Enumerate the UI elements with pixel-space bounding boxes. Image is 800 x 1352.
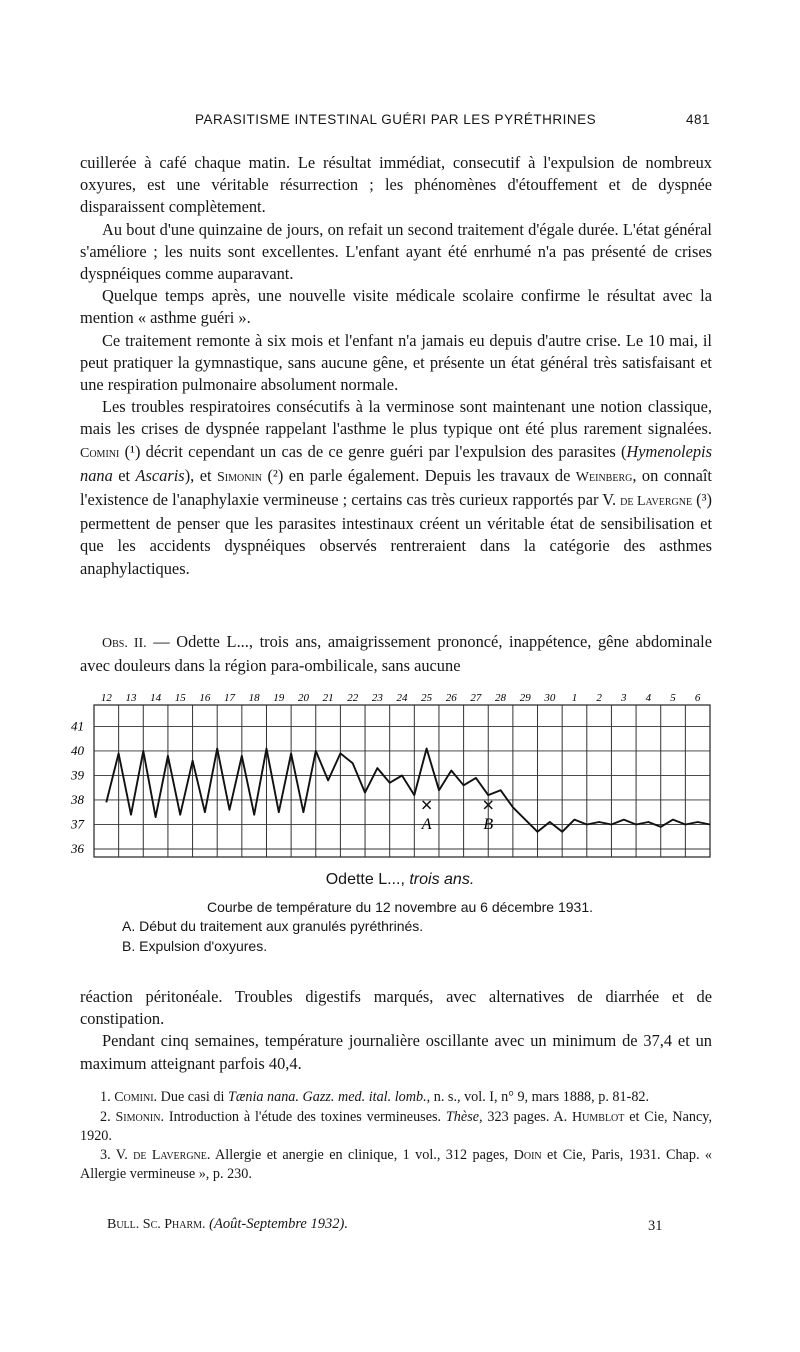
footnote-2 [80,1108,712,1146]
x-tick-label: 23 [371,692,383,704]
marker-label: B [483,815,494,833]
taxon-name: Hymenolepis nana [80,441,712,485]
footnote-1 [80,1088,712,1108]
x-tick-label: 28 [495,692,507,704]
x-tick-label: 2 [596,692,602,704]
publisher-name: Humblot [572,1109,625,1125]
figure-caption-title [0,871,800,889]
text-span: . Introduction à l'étude des toxines vermineuses. [160,1108,446,1125]
temperature-series-line [106,749,710,832]
x-tick-label: 5 [670,692,676,704]
patient-age: trois ans. [409,871,475,888]
x-tick-label: 13 [125,692,137,704]
x-tick-label: 17 [224,692,236,704]
text-span: (¹) décrit cependant un cas de ce genre guéri par l'expulsion des parasites ( [119,441,627,461]
author-name: Simonin [115,1109,161,1125]
body-text-bottom [80,986,712,1075]
x-tick-label: 22 [347,692,359,704]
x-tick-label: 20 [297,692,309,704]
author-name: de Lavergne [133,1147,207,1163]
legend-b: B. Expulsion d'oxyures. [122,938,268,954]
temperature-chart [71,683,714,863]
marker-label: A [421,815,432,833]
author-name: Comini [114,1090,154,1105]
x-tick-label: 24 [396,692,408,704]
x-tick-label: 21 [322,692,334,704]
text-span: Les troubles respiratoires consécutifs à la verminose sont maintenant une notion classique, mais les crises de dyspnée rappelant l'asthme le plus typique ont été plus rarement signalées. [80,397,712,439]
author-name: de Lavergne [620,494,693,510]
note-number: 1. [100,1089,115,1105]
y-tick-label: 41 [71,718,84,734]
taxon-name: Ascaris [135,465,185,485]
footnote-3 [80,1146,712,1184]
x-tick-label: 27 [470,692,482,704]
y-tick-label: 38 [71,791,84,807]
note-number: 2. [100,1108,116,1125]
author-name: Comini [80,445,120,461]
x-tick-label: 30 [544,692,556,704]
marker-cross [423,801,431,809]
x-tick-label: 4 [645,692,652,704]
paragraph: Pendant cinq semaines, température journalière oscillante avec un minimum de 37,4 et un maximum atteignant parfois 40,4. [80,1031,712,1073]
text-span: . Due casi di [153,1089,228,1105]
text-span: et Cie, Nancy, 1920. [80,1108,713,1145]
observation-paragraph [80,631,712,677]
paragraph: Ce traitement remonte à six mois et l'enfant n'a jamais eu depuis d'autre crise. Le 10 mai, il peut pratiquer la gymnastique, sans aucune gêne, et présente un état général très satisfaisant et une respiration pulmonaire absolument normale. [80,330,712,395]
citation-title: Thèse [445,1108,480,1125]
y-tick-label: 40 [71,742,84,758]
paragraph: Au bout d'une quinzaine de jours, on refait un second traitement d'égale durée. L'état général s'améliore ; les nuits sont excellentes. L'enfant ayant été enrhumé n'a pas présenté de crises dyspnéiques comme auparavant. [80,219,712,284]
y-tick-label: 37 [71,816,84,832]
x-tick-label: 1 [571,692,578,704]
x-tick-label: 12 [100,692,112,704]
running-title: PARASITISME INTESTINAL GUÉRI PAR LES PYRÉTHRINES [195,112,597,127]
paragraph [80,631,712,677]
paragraph [80,396,712,580]
chart-frame [94,705,710,857]
x-tick-label: 15 [174,692,186,704]
x-tick-label: 19 [273,692,285,704]
page-number: 481 [685,112,710,127]
text-span: , 323 pages. A. [479,1108,573,1125]
x-tick-label: 6 [694,692,701,704]
text-span: — Odette L..., trois ans, amaigrissement prononcé, inappétence, gêne abdominale avec douleurs dans la région para-ombilicale, sans aucune [80,632,712,676]
obs-label: Obs. II. [102,636,147,651]
text-span: , n. s., vol. I, n° 9, mars 1888, p. 81-82. [426,1089,650,1105]
paragraph: Quelque temps après, une nouvelle visite médicale scolaire confirme le résultat avec la mention « asthme guéri ». [80,286,712,328]
publisher-name: Doin [513,1147,542,1163]
text-span: . Allergie et anergie en clinique, 1 vol., 312 pages, [206,1146,514,1163]
author-name: Simonin [216,469,262,485]
x-tick-label: 16 [199,692,211,704]
citation-title: Tænia nana. Gazz. med. ital. lomb. [228,1089,427,1105]
y-tick-label: 36 [71,841,84,856]
x-tick-label: 3 [621,692,627,704]
x-tick-label: 18 [248,692,260,704]
author-name: Weinberg [575,469,633,485]
text-span: et Cie, Paris, 1931. Chap. « Allergie vermineuse », p. 230. [80,1146,712,1183]
text-span: et [112,465,136,485]
x-tick-label: 26 [445,692,457,704]
note-number: 3. V. [100,1146,134,1163]
legend-a: A. Début du traitement aux granulés pyréthrinés. [122,918,424,934]
text-span: (²) en parle également. Depuis les travaux de [262,465,576,485]
x-tick-label: 29 [519,692,531,704]
footnotes [80,1088,712,1184]
issue-date: (Août-Septembre 1932). [209,1216,348,1232]
text-span: , on connaît l'existence de l'anaphylaxie vermineuse ; certains cas très curieux rapportés par V. [80,465,712,510]
paragraph: réaction péritonéale. Troubles digestifs marqués, avec alternatives de diarrhée et de constipation. [80,987,712,1029]
text-span: ), et [184,465,217,485]
sheet-number: 31 [648,1218,663,1234]
y-tick-label: 39 [71,767,84,783]
text-span: (³) permettent de penser que les parasites intestinaux créent un véritable état de sensibilisation et que les accidents dyspnéiques observés rentreraient dans la catégorie des asthmes anaphylactiques. [80,490,712,578]
journal-name: Bull. Sc. Pharm. [107,1217,206,1232]
patient-name: Odette L..., [325,871,405,888]
x-tick-label: 25 [421,692,433,704]
figure-caption: Courbe de température du 12 novembre au 6 décembre 1931. [206,899,594,915]
x-tick-label: 14 [150,692,162,704]
body-text-top [80,152,712,580]
paragraph: cuillerée à café chaque matin. Le résultat immédiat, consecutif à l'expulsion de nombreux oxyures, est une véritable résurrection ; les phénomènes d'étouffement et de dyspnée disparaissent complètement. [80,153,712,217]
journal-footer [107,1216,348,1233]
